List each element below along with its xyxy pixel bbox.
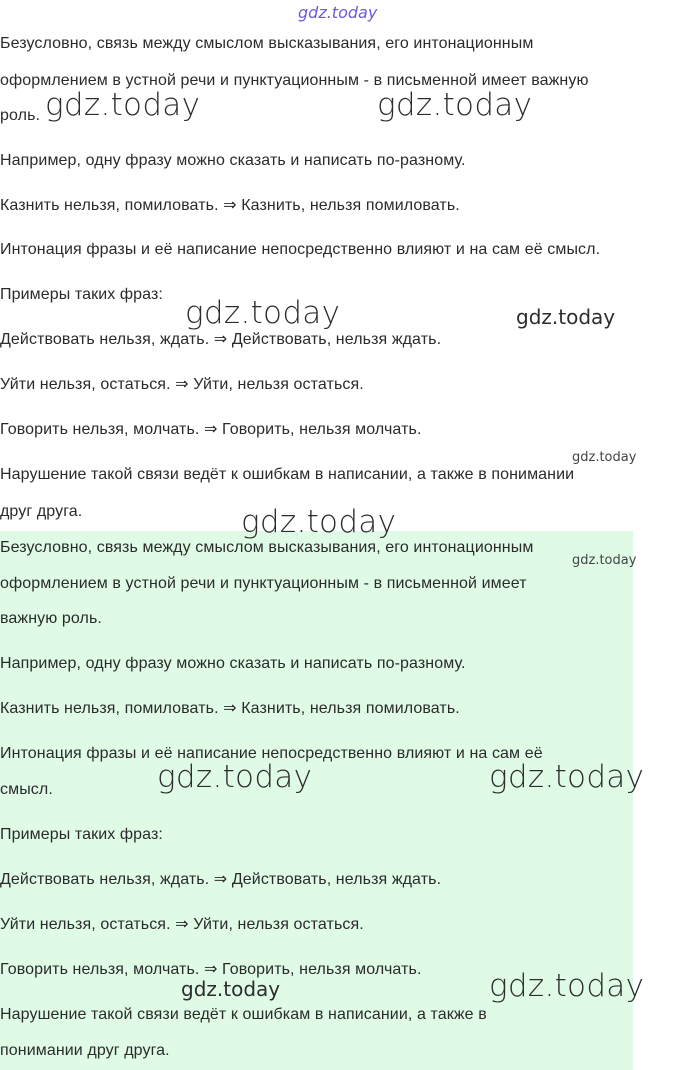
text-line: оформлением в устной речи и пунктуационным - в письменной имеет важную: [0, 72, 589, 89]
text-line: понимании друг друга.: [0, 1042, 170, 1059]
watermark: gdz.today: [377, 87, 533, 123]
watermark: gdz.today: [157, 759, 313, 795]
watermark: gdz.today: [572, 450, 637, 465]
watermark: gdz.today: [45, 87, 201, 123]
text-line: Нарушение такой связи ведёт к ошибкам в написании, а также в понимании: [0, 466, 575, 483]
watermark: gdz.today: [181, 977, 281, 1001]
watermark: gdz.today: [489, 968, 645, 1004]
text-line: Например, одну фразу можно сказать и написать по-разному.: [0, 152, 466, 169]
text-line: Говорить нельзя, молчать. ⇒ Говорить, нельзя молчать.: [0, 421, 422, 438]
text-line: Уйти нельзя, остаться. ⇒ Уйти, нельзя остаться.: [0, 916, 364, 933]
text-line: оформлением в устной речи и пунктуационным - в письменной имеет: [0, 575, 527, 592]
text-line: Говорить нельзя, молчать. ⇒ Говорить, нельзя молчать.: [0, 961, 422, 978]
text-line: Примеры таких фраз:: [0, 826, 163, 843]
text-line: Например, одну фразу можно сказать и написать по-разному.: [0, 655, 466, 672]
watermark: gdz.today: [185, 295, 341, 331]
watermark: gdz.today: [241, 504, 397, 540]
text-line: Интонация фразы и её написание непосредственно влияют и на сам её: [0, 745, 543, 762]
watermark: gdz.today: [572, 553, 637, 568]
text-line: роль.: [0, 107, 41, 124]
text-line: друг друга.: [0, 503, 83, 520]
text-line: Интонация фразы и её написание непосредственно влияют и на сам её смысл.: [0, 241, 601, 258]
text-line: Безусловно, связь между смыслом высказывания, его интонационным: [0, 35, 534, 52]
text-line: Действовать нельзя, ждать. ⇒ Действовать, нельзя ждать.: [0, 871, 442, 888]
text-line: Примеры таких фраз:: [0, 286, 163, 303]
watermark: gdz.today: [298, 3, 378, 22]
text-line: Казнить нельзя, помиловать. ⇒ Казнить, нельзя помиловать.: [0, 700, 460, 717]
text-line: Действовать нельзя, ждать. ⇒ Действовать, нельзя ждать.: [0, 331, 442, 348]
text-line: Казнить нельзя, помиловать. ⇒ Казнить, нельзя помиловать.: [0, 197, 460, 214]
text-line: смысл.: [0, 781, 53, 798]
watermark: gdz.today: [489, 759, 645, 795]
text-line: Нарушение такой связи ведёт к ошибкам в написании, а также в: [0, 1006, 487, 1023]
text-line: важную роль.: [0, 610, 102, 627]
text-line: Уйти нельзя, остаться. ⇒ Уйти, нельзя остаться.: [0, 376, 364, 393]
watermark: gdz.today: [516, 305, 616, 329]
text-line: Безусловно, связь между смыслом высказывания, его интонационным: [0, 539, 534, 556]
